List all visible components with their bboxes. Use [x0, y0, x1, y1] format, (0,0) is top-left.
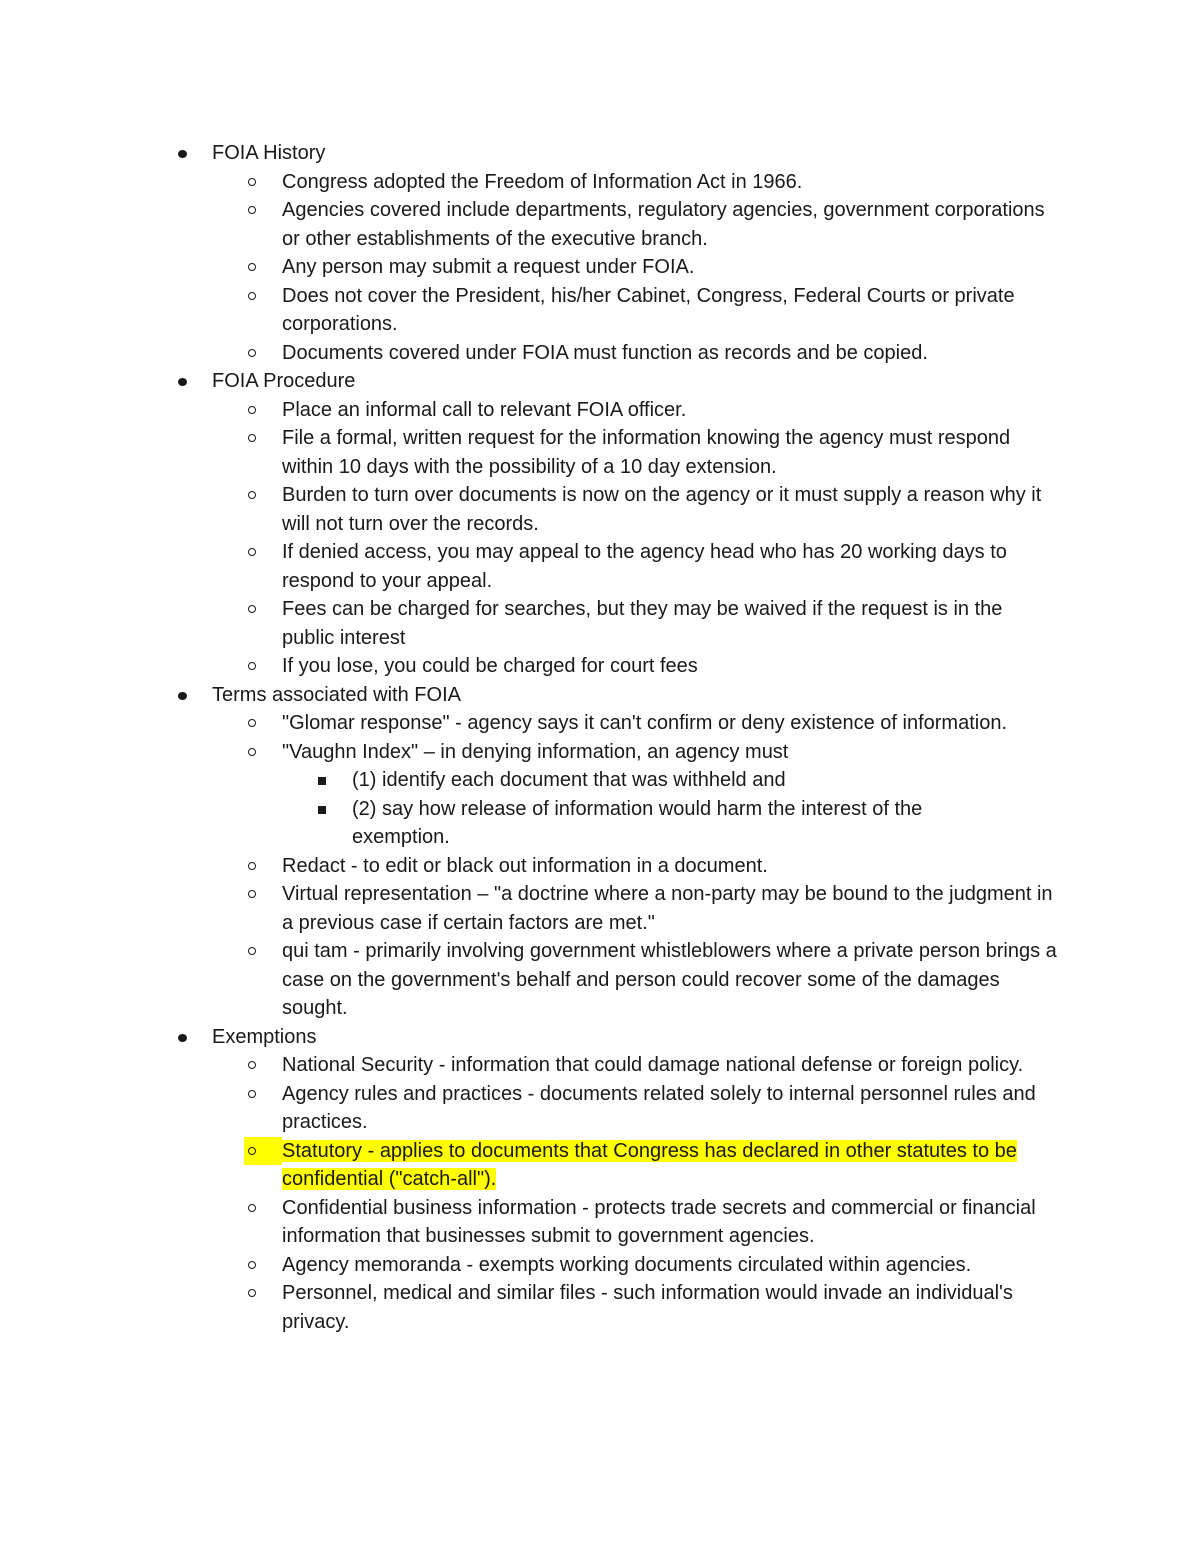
list-item [282, 481, 1057, 538]
hollow-circle-bullet-icon [248, 548, 256, 556]
section-items [212, 709, 1200, 1023]
list-item [282, 282, 1057, 339]
hollow-circle-bullet-icon [248, 1289, 256, 1297]
filled-circle-bullet-icon [178, 378, 187, 386]
hollow-circle-bullet-icon [248, 1061, 256, 1069]
section-items [212, 1051, 1200, 1336]
section-terms [0, 681, 1200, 1023]
list-item [282, 880, 1057, 937]
list-item-text: Burden to turn over documents is now on the agency or it must supply a reason why it will not turn over the records. [282, 484, 1042, 535]
highlighted-text: Statutory - applies to documents that Congress has declared in other statutes to be confidential ("catch-all"). [282, 1139, 1017, 1190]
list-item [282, 937, 1057, 1023]
hollow-circle-bullet-icon [248, 1204, 256, 1212]
section-heading: Terms associated with FOIA [212, 683, 461, 706]
section-heading: FOIA History [212, 142, 326, 164]
list-item [282, 1251, 1057, 1280]
hollow-circle-bullet-icon [248, 206, 256, 214]
notes-outline [0, 139, 1200, 1336]
section-exemptions [0, 1023, 1200, 1337]
list-item [282, 424, 1057, 481]
list-item-text: Fees can be charged for searches, but they may be waived if the request is in the public interest [282, 598, 1003, 649]
list-item [282, 1051, 1057, 1080]
highlighted-list-item [282, 1137, 1057, 1194]
list-item [282, 852, 1057, 881]
filled-circle-bullet-icon [178, 692, 187, 700]
sub-list-item [352, 766, 992, 795]
list-item-text: Documents covered under FOIA must function as records and be copied. [282, 341, 928, 364]
list-item-text: File a formal, written request for the information knowing the agency must respond within 10 days with the possibility of a 10 day extension. [282, 427, 1011, 478]
section-foia-procedure [0, 367, 1200, 681]
list-item-text: If you lose, you could be charged for court fees [282, 655, 698, 677]
section-foia-history [0, 139, 1200, 367]
list-item-text: "Vaughn Index" – in denying information, an agency must [282, 740, 789, 763]
hollow-circle-bullet-icon [248, 1261, 256, 1269]
list-item [282, 168, 1057, 197]
hollow-circle-bullet-icon [248, 434, 256, 442]
sub-list-item [352, 795, 992, 852]
list-item [282, 1080, 1057, 1137]
list-item-text: If denied access, you may appeal to the agency head who has 20 working days to respond to your appeal. [282, 541, 1007, 592]
hollow-circle-bullet-icon [248, 605, 256, 613]
hollow-circle-bullet-icon [248, 406, 256, 414]
outline-list [0, 139, 1200, 1336]
section-items [212, 168, 1200, 368]
hollow-circle-bullet-icon [248, 491, 256, 499]
hollow-circle-bullet-icon [248, 263, 256, 271]
sub-list-item-text: (1) identify each document that was withheld and [352, 769, 786, 791]
list-item-text: Personnel, medical and similar files - such information would invade an individual's privacy. [282, 1282, 1013, 1333]
square-bullet-icon [318, 777, 326, 785]
list-item [282, 1194, 1057, 1251]
list-item [282, 652, 1057, 681]
list-item-text: Agency memoranda - exempts working documents circulated within agencies. [282, 1253, 972, 1276]
hollow-circle-bullet-icon [248, 178, 256, 186]
list-item [282, 738, 1057, 852]
list-item-text: Does not cover the President, his/her Cabinet, Congress, Federal Courts or private corporations. [282, 284, 1015, 335]
list-item-text: Confidential business information - protects trade secrets and commercial or financial information that businesses submit to government agencies. [282, 1196, 1036, 1247]
list-item-text: Place an informal call to relevant FOIA officer. [282, 398, 687, 421]
list-item-text: Agencies covered include departments, regulatory agencies, government corporations or other establishments of the executive branch. [282, 199, 1045, 250]
square-bullet-icon [318, 806, 326, 814]
hollow-circle-bullet-icon [248, 349, 256, 357]
section-heading: Exemptions [212, 1025, 317, 1048]
list-item [282, 1279, 1057, 1336]
hollow-circle-bullet-icon [248, 719, 256, 727]
list-item-text: "Glomar response" - agency says it can't confirm or deny existence of information. [282, 712, 1007, 734]
section-items [212, 396, 1200, 681]
hollow-circle-bullet-icon [248, 748, 256, 756]
list-item-text: Redact - to edit or black out information in a document. [282, 854, 768, 877]
list-item [282, 396, 1057, 425]
vaughn-subitems [282, 766, 1057, 852]
list-item [282, 595, 1057, 652]
list-item [282, 339, 1057, 368]
list-item-text: Any person may submit a request under FOIA. [282, 256, 695, 278]
hollow-circle-bullet-icon [248, 1090, 256, 1098]
hollow-circle-bullet-icon [248, 862, 256, 870]
hollow-circle-bullet-icon [248, 292, 256, 300]
list-item-text: National Security - information that could damage national defense or foreign policy. [282, 1054, 1024, 1076]
hollow-circle-bullet-icon [248, 1147, 256, 1155]
list-item [282, 196, 1057, 253]
sub-list-item-text: (2) say how release of information would harm the interest of the exemption. [352, 797, 923, 848]
list-item-text: Agency rules and practices - documents related solely to internal personnel rules and practices. [282, 1082, 1036, 1133]
list-item-text: Congress adopted the Freedom of Information Act in 1966. [282, 170, 803, 193]
list-item [282, 709, 1057, 738]
section-heading: FOIA Procedure [212, 370, 356, 392]
hollow-circle-bullet-icon [248, 890, 256, 898]
list-item [282, 538, 1057, 595]
filled-circle-bullet-icon [178, 150, 187, 158]
hollow-circle-bullet-icon [248, 662, 256, 670]
filled-circle-bullet-icon [178, 1034, 187, 1042]
list-item [282, 253, 1057, 282]
list-item-text: qui tam - primarily involving government whistleblowers where a private person brings a case on the government's behalf and person could recover some of the damages sought. [282, 940, 1057, 1019]
list-item-text: Virtual representation – "a doctrine where a non-party may be bound to the judgment in a previous case if certain factors are met." [282, 883, 1053, 934]
hollow-circle-bullet-icon [248, 947, 256, 955]
